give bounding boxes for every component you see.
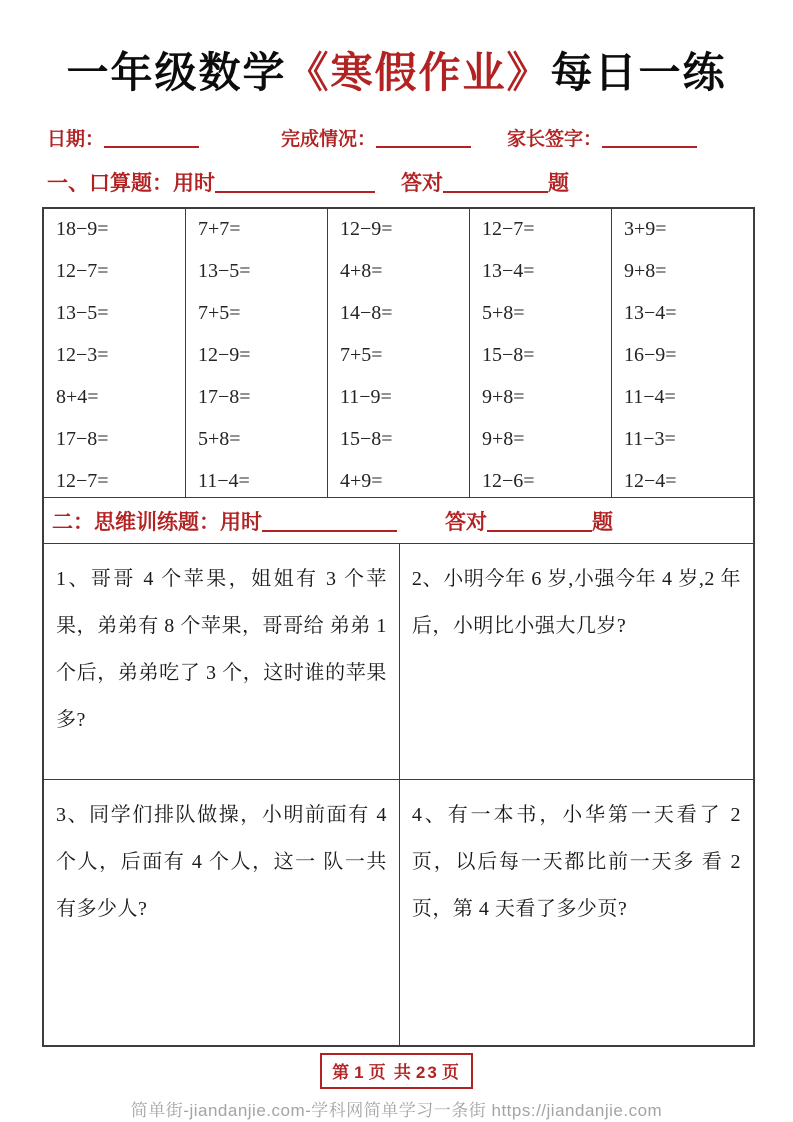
math-expression: 11−9= — [340, 386, 392, 408]
signature-blank — [602, 128, 697, 148]
math-expression: 13−4= — [482, 260, 535, 282]
page-number-badge — [320, 1053, 473, 1089]
math-expression: 5+8= — [482, 302, 525, 324]
title-prefix: 一年级数学 — [66, 51, 287, 97]
section1-count-blank — [443, 171, 548, 193]
math-expression: 12−6= — [482, 470, 535, 492]
meta-row — [47, 124, 755, 151]
section2-heading-mid: 答对 — [445, 509, 487, 534]
completion-blank — [376, 128, 471, 148]
math-expression: 14−8= — [340, 302, 393, 324]
math-expression: 4+9= — [340, 470, 383, 492]
math-expression: 7+5= — [198, 302, 241, 324]
section1-heading — [47, 167, 755, 197]
math-expression: 7+7= — [198, 218, 241, 240]
math-expression: 12−9= — [340, 218, 393, 240]
footer-site-line: 简单街-jiandanjie.com-学科网简单学习一条街 https://jiandanjie.com — [130, 1101, 663, 1120]
math-expression: 3+9= — [624, 218, 667, 240]
oral-calc-column — [470, 209, 612, 497]
math-expression: 17−8= — [198, 386, 251, 408]
signature-label: 家长签字： — [507, 129, 603, 150]
math-expression: 11−3= — [624, 428, 676, 450]
math-expression: 17−8= — [56, 428, 109, 450]
page-info-post: 页 — [441, 1063, 461, 1082]
worksheet-table — [42, 207, 755, 1047]
total-page-number: 23 — [415, 1063, 439, 1082]
page-title — [0, 40, 793, 100]
section2-time-blank — [262, 509, 397, 531]
math-expression: 12−9= — [198, 344, 251, 366]
math-expression: 15−8= — [340, 428, 393, 450]
math-expression: 7+5= — [340, 344, 383, 366]
page-info-pre: 第 — [332, 1063, 352, 1082]
math-expression: 13−5= — [198, 260, 251, 282]
section1-time-blank — [215, 171, 375, 193]
section1-heading-mid: 答对 — [401, 171, 443, 195]
section1-heading-pre: 一、口算题：用时 — [47, 171, 215, 195]
math-expression: 4+8= — [340, 260, 383, 282]
math-expression: 13−4= — [624, 302, 677, 324]
math-expression: 12−7= — [482, 218, 535, 240]
oral-calc-column — [186, 209, 328, 497]
oral-calc-grid — [44, 209, 753, 498]
title-suffix: 每日一练 — [550, 51, 727, 97]
oral-calc-column — [612, 209, 753, 497]
date-field — [47, 124, 199, 151]
math-expression: 12−7= — [56, 470, 109, 492]
word-problem-1: 1、哥哥 4 个苹果，姐姐有 3 个苹果，弟弟有 8 个苹果，哥哥给 弟弟 1 个后，弟弟吃了 3 个，这时谁的苹果多? — [44, 544, 400, 779]
math-expression: 8+4= — [56, 386, 99, 408]
page-info-mid: 页 共 — [368, 1063, 413, 1082]
math-expression: 15−8= — [482, 344, 535, 366]
completion-field — [281, 124, 471, 151]
section2-heading-post: 题 — [592, 509, 613, 534]
math-expression: 11−4= — [624, 386, 676, 408]
section1-heading-post: 题 — [548, 171, 569, 195]
section2-heading-pre: 二：思维训练题：用时 — [52, 509, 262, 534]
math-expression: 11−4= — [198, 470, 250, 492]
oral-calc-column — [44, 209, 186, 497]
word-problems-grid — [44, 544, 753, 1045]
math-expression: 5+8= — [198, 428, 241, 450]
math-expression: 9+8= — [482, 386, 525, 408]
math-expression: 18−9= — [56, 218, 109, 240]
math-expression: 9+8= — [624, 260, 667, 282]
math-expression: 12−7= — [56, 260, 109, 282]
math-expression: 12−4= — [624, 470, 677, 492]
completion-label: 完成情况： — [281, 129, 377, 150]
word-problem-2: 2、小明今年 6 岁,小强今年 4 岁,2 年后，小明比小强大几岁? — [411, 568, 741, 637]
date-label: 日期： — [47, 129, 105, 150]
signature-field — [507, 124, 697, 151]
section2-heading — [44, 498, 753, 544]
date-blank — [104, 128, 199, 148]
title-highlight: 《寒假作业》 — [286, 51, 551, 97]
oral-calc-column — [328, 209, 470, 497]
math-expression: 12−3= — [56, 344, 109, 366]
current-page-number: 1 — [354, 1063, 366, 1082]
math-expression: 13−5= — [56, 302, 109, 324]
math-expression: 16−9= — [624, 344, 677, 366]
math-expression: 9+8= — [482, 428, 525, 450]
section2-count-blank — [487, 509, 592, 531]
word-problem-4: 4、有一本书，小华第一天看了 2 页，以后每一天都比前一天多 看 2 页，第 4 天看了多少页? — [400, 779, 753, 1045]
word-problem-3: 3、同学们排队做操，小明前面有 4 个人，后面有 4 个人，这一 队一共有多少人? — [44, 779, 400, 1045]
